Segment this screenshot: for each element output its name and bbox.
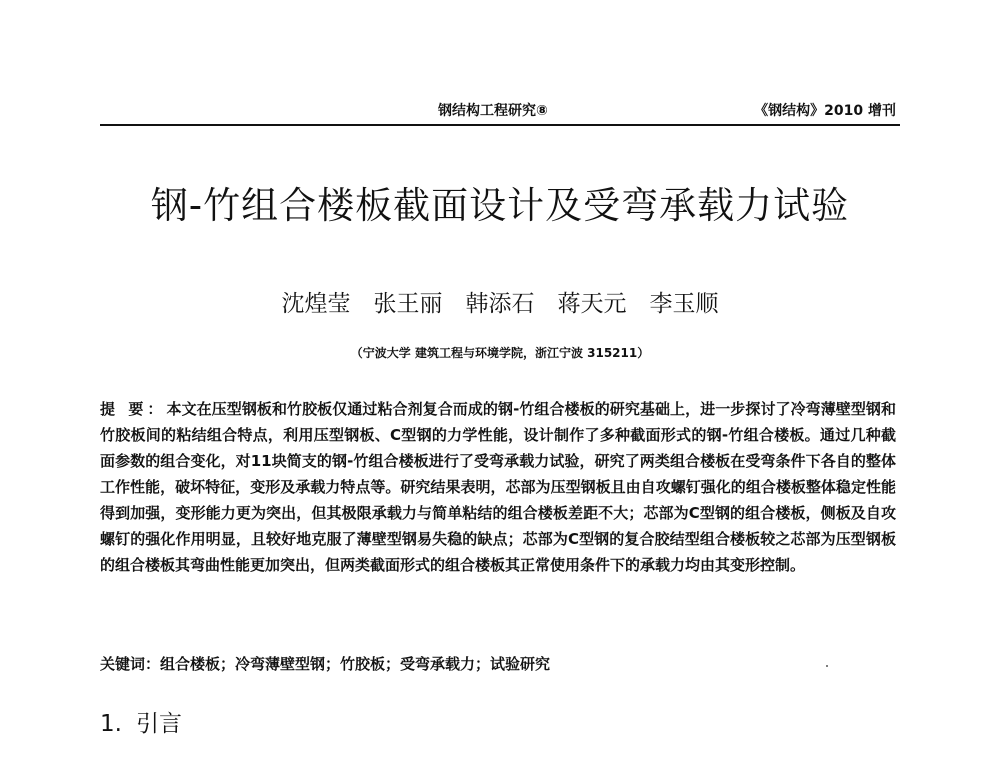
author-list: 沈煌莹 张王丽 韩添石 蒋天元 李玉顺 — [281, 291, 719, 317]
section-number: 1. — [100, 711, 122, 737]
journal-label: 《钢结构》2010 增刊 — [754, 103, 896, 119]
keywords-text: 组合楼板；冷弯薄壁型钢；竹胶板；受弯承载力；试验研究 — [160, 655, 551, 673]
scan-speck — [826, 665, 828, 667]
keywords — [100, 651, 896, 677]
abstract-label: 提 要： — [100, 400, 167, 418]
affiliation: （宁波大学 建筑工程与环境学院，浙江宁波 315211） — [350, 346, 650, 360]
abstract — [100, 396, 896, 578]
header-rule — [100, 124, 900, 126]
abstract-text: 本文在压型钢板和竹胶板仅通过粘合剂复合而成的钢-竹组合楼板的研究基础上，进一步探讨了冷弯薄壁型钢和竹胶板间的粘结组合特点，利用压型钢板、C型钢的力学性能，设计制作了多种截面形式的钢-竹组合楼板。通过几种截面参数的组合变化，对11块简支的钢-竹组合楼板进行了受弯承载力试验，研究了两类组合楼板在受弯条件下各自的整体工作性能，破坏特征，变形及承载力特点等。研究结果表明，芯部为压型钢板且由自攻螺钉强化的组合楼板整体稳定性能得到加强，变形能力更为突出，但其极限承载力与简单粘结的组合楼板差距不大；芯部为C型钢的组合楼板，侧板及自攻螺钉的强化作用明显，且较好地克服了薄壁型钢易失稳的缺点；芯部为C型钢的复合胶结型组合楼板较之芯部为压型钢板的组合楼板其弯曲性能更加突出，但两类截面形式的组合楼板其正常使用条件下的承载力均由其变形控制。 — [100, 400, 896, 574]
section-title: 引言 — [135, 711, 182, 737]
running-header — [100, 88, 900, 124]
paper-title: 钢-竹组合楼板截面设计及受弯承载力试验 — [150, 184, 850, 227]
keywords-label: 关键词： — [100, 655, 161, 673]
series-label: 钢结构工程研究⑧ — [438, 103, 548, 119]
section-heading — [100, 705, 182, 738]
